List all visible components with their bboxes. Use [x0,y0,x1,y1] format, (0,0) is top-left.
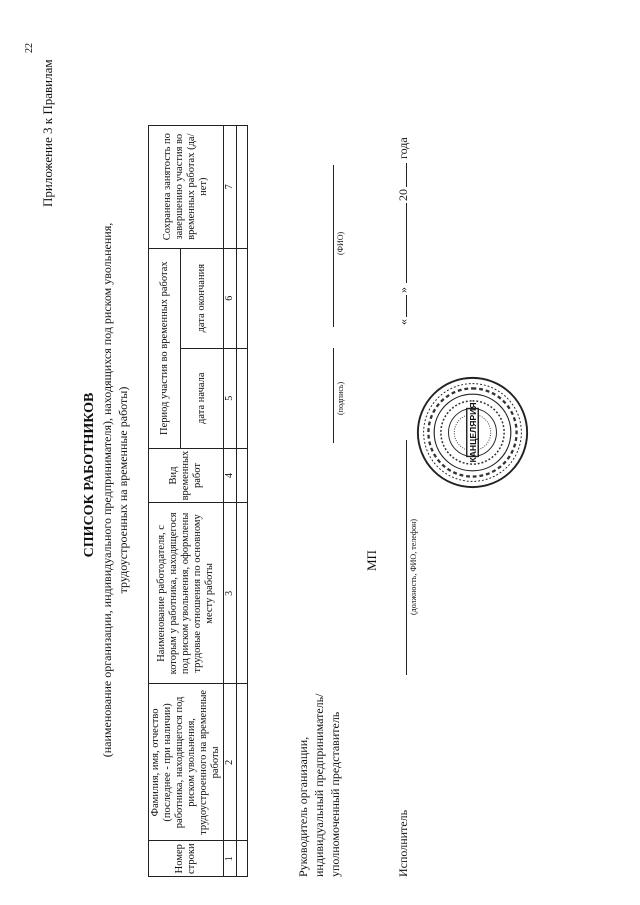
executor-line [406,440,407,675]
appendix-label: Приложение 3 к Правилам [40,59,55,207]
signature-caption: (подпись) [336,381,345,415]
head-label-line3: уполномоченный представитель [328,711,342,877]
signature-line [333,348,334,443]
date-year-line [406,163,407,187]
header-period: Период участия во временных работах [149,248,181,448]
date-quote-open: « [396,319,410,325]
header-work-type: Вид временных работ [149,448,224,503]
column-number-7: 7 [224,125,237,248]
header-start-date: дата начала [181,348,224,448]
column-number-4: 4 [224,448,237,503]
table-cell [237,503,248,684]
table-cell [237,448,248,503]
head-label-line1: Руководитель организации, [296,736,310,877]
document-subtitle-line2: трудоустроенных на временные работы) [116,386,130,594]
stamp-place-label: МП [364,550,379,571]
table-cell [237,841,248,877]
column-number-6: 6 [224,248,237,348]
head-label-line2: индивидуальный предприниматель/ [312,693,326,877]
document-title: СПИСОК РАБОТНИКОВ [82,392,97,558]
table-cell [237,125,248,248]
page-number: 22 [24,43,35,53]
header-employer: Наименование работодателя, с которым у работника, находящегося под риском увольнения, оформлены трудовые отношения по основному месту работы [149,503,224,684]
date-year-suffix: года [396,137,410,159]
stamp-label: КАНЦЕЛЯРИЯ [467,402,478,463]
date-day-line [406,295,407,317]
column-number-3: 3 [224,503,237,684]
table-cell [237,248,248,348]
column-number-2: 2 [224,684,237,841]
fio-line [333,165,334,327]
column-number-5: 5 [224,348,237,448]
executor-label: Исполнитель [396,809,410,877]
fio-caption: (ФИО) [336,231,345,255]
date-month-line [406,203,407,283]
workers-table [148,125,248,877]
executor-caption: (должность, ФИО, телефон) [409,518,418,615]
date-year-prefix: 20 [396,189,410,201]
column-number-1: 1 [224,841,237,877]
header-fio: Фамилия, имя, отчество (последнее - при наличии) работника, находящегося под риском увольнения, трудоустроенного на временные работы [149,684,224,841]
table-cell [237,684,248,841]
date-quote-close: » [396,287,410,293]
round-stamp [415,375,530,490]
document-subtitle-line1: (наименование организации, индивидуального предпринимателя), находящихся под риском увольнения, [100,222,114,758]
header-row-number: Номер строки [149,841,224,877]
table-cell [237,348,248,448]
header-employment-kept: Сохранена занятость по завершению участия во временных работах (да/нет) [149,125,224,248]
header-end-date: дата окончания [181,248,224,348]
